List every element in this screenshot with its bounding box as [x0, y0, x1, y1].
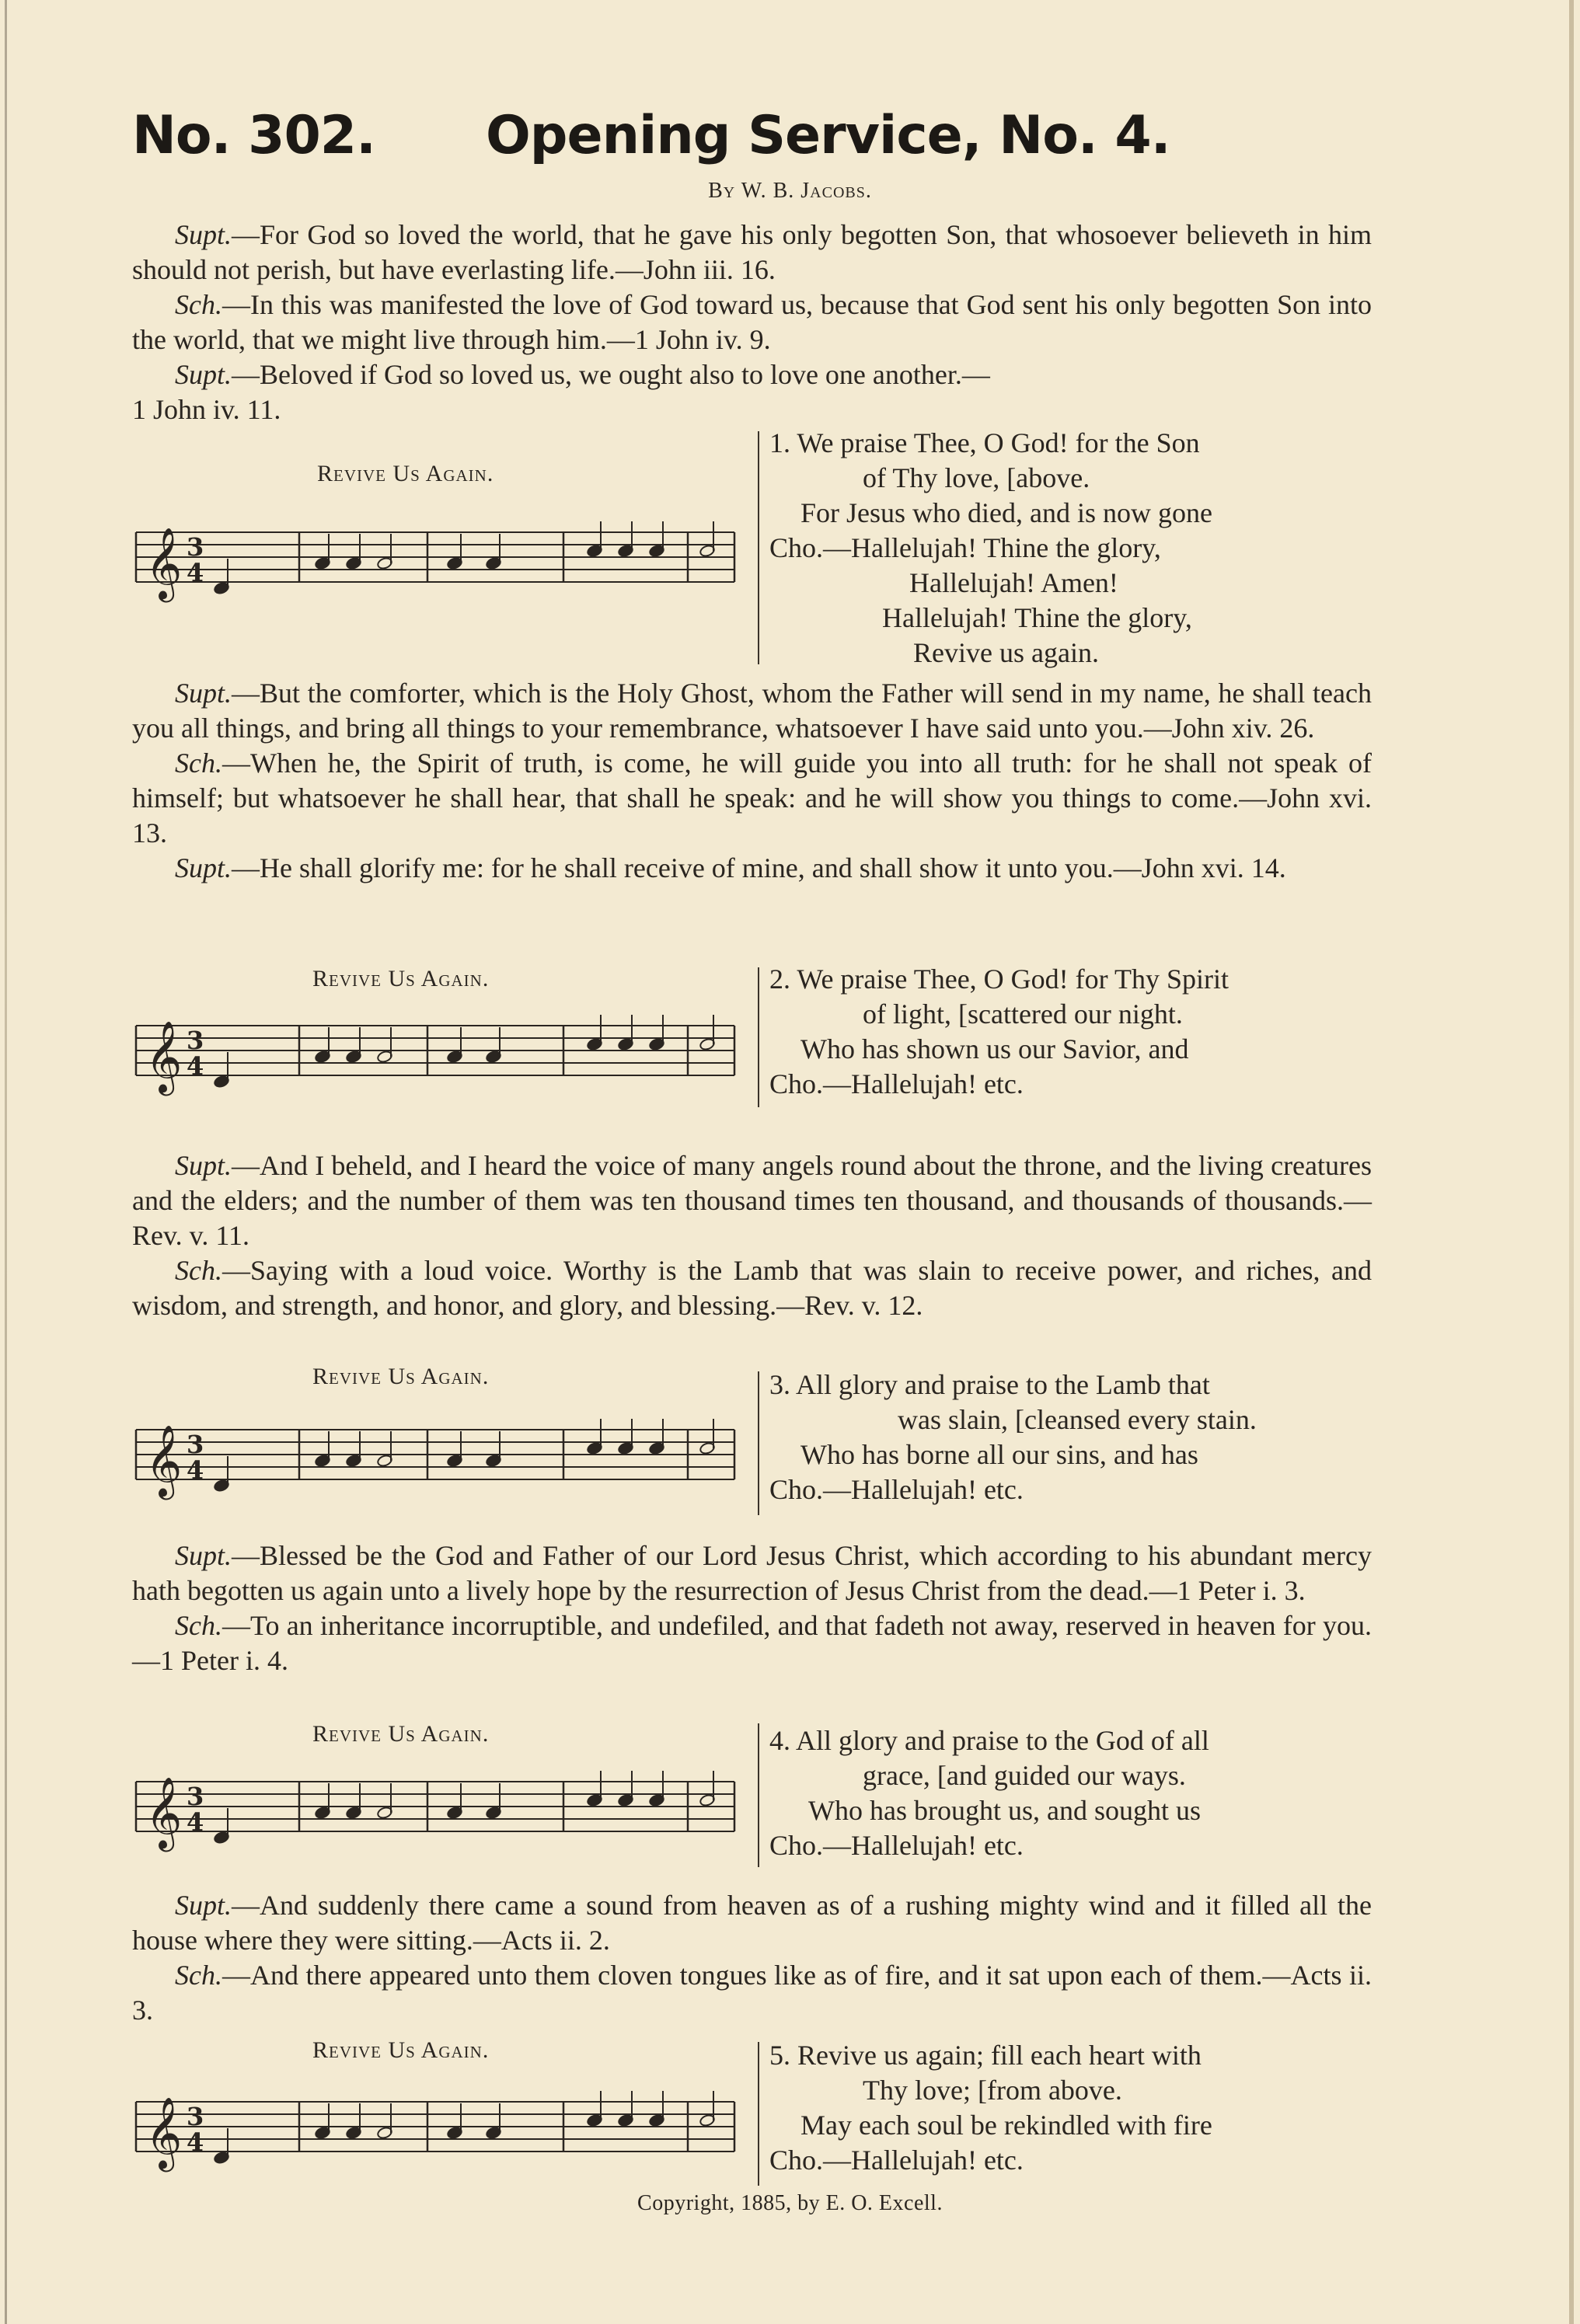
staff-notation: [128, 1762, 742, 1855]
speaker: Supt.: [175, 1890, 232, 1921]
reading-line: [132, 1958, 1372, 2028]
responsive-reading-5: [132, 1888, 1372, 2028]
page-edge-left: [5, 0, 7, 2324]
time-signature-bottom: 4: [187, 1455, 204, 1485]
time-signature-bottom: 4: [187, 558, 204, 587]
reading-line: [132, 746, 1372, 851]
music-staff: [128, 1410, 742, 1507]
reading-text: —But the comforter, which is the Holy Ghost, whom the Father will send in my name, he shall teach you all things, and bring all things to your remembrance, whatsoever I have said unto you.—John xiv. 26.: [132, 678, 1372, 744]
hymn-number: No. 302.: [132, 105, 375, 166]
time-signature-top: 3: [187, 2102, 204, 2131]
time-signature-top: 3: [187, 532, 204, 562]
verse-line: Cho.—Hallelujah! etc.: [769, 2145, 1024, 2176]
time-signature-top: 3: [187, 1026, 204, 1055]
reading-citation: 1 John iv. 11.: [132, 394, 281, 425]
speaker: Sch.: [175, 1255, 222, 1286]
column-divider: [758, 2042, 759, 2186]
speaker: Supt.: [175, 1150, 232, 1181]
verse-5: [769, 2038, 1376, 2178]
speaker: Supt.: [175, 678, 232, 709]
reading-text: —And there appeared unto them cloven tongues like as of fire, and it sat upon each of them.—Acts ii. 3.: [132, 1960, 1372, 2026]
treble-clef-icon: 𝄞: [145, 1424, 183, 1496]
treble-clef-icon: 𝄞: [145, 1776, 183, 1848]
music-staff: [128, 1006, 742, 1103]
reading-text: —And I beheld, and I heard the voice of many angels round about the throne, and the living creatures and the elders; and the number of them was ten thousand times ten thousand, and thousands of thousands.—Rev. v. 11.: [132, 1150, 1372, 1251]
reading-text: —Blessed be the God and Father of our Lord Jesus Christ, which according to his abundant mercy hath begotten us again unto a lively hope by the resurrection of Jesus Christ from the dead.—1 Peter i. 3.: [132, 1540, 1372, 1606]
speaker: Supt.: [175, 359, 232, 390]
time-signature-bottom: 4: [187, 1051, 204, 1081]
staff-notation: [128, 2082, 742, 2176]
verse-line: Cho.—Hallelujah! etc.: [769, 1068, 1024, 1099]
tune-name: Revive Us Again.: [312, 966, 490, 991]
verse-line: 3. All glory and praise to the Lamb that: [769, 1369, 1210, 1400]
reading-line: [132, 1148, 1372, 1253]
verse-line: Cho.—Hallelujah! Thine the glory,: [769, 532, 1161, 563]
verse-line: of light, [scattered our night.: [863, 998, 1183, 1030]
verse-line: Who has shown us our Savior, and: [800, 1033, 1189, 1064]
reading-line: [132, 676, 1372, 746]
copyright-footer: Copyright, 1885, by E. O. Excell.: [637, 2191, 943, 2215]
column-divider: [758, 1371, 759, 1515]
verse-line: Who has brought us, and sought us: [808, 1795, 1201, 1826]
speaker: Sch.: [175, 1960, 222, 1991]
verse-4: [769, 1723, 1376, 1863]
responsive-reading-3: [132, 1148, 1372, 1323]
music-staff: [128, 2082, 742, 2179]
reading-line: [132, 851, 1372, 886]
time-signature-bottom: 4: [187, 2127, 204, 2157]
page-title: [132, 105, 1170, 166]
verse-line: Who has borne all our sins, and has: [800, 1439, 1198, 1470]
verse-line: Cho.—Hallelujah! etc.: [769, 1830, 1024, 1861]
music-staff: [128, 1762, 742, 1859]
time-signature-bottom: 4: [187, 1807, 204, 1837]
responsive-reading-2: [132, 676, 1372, 886]
verse-line: Cho.—Hallelujah! etc.: [769, 1474, 1024, 1505]
reading-line: [132, 218, 1372, 287]
time-signature-top: 3: [187, 1430, 204, 1459]
staff-notation: [128, 1410, 742, 1503]
reading-line: [132, 1608, 1372, 1678]
verse-line: of Thy love, [above.: [863, 462, 1090, 493]
speaker: Sch.: [175, 747, 222, 779]
reading-line: [132, 287, 1372, 357]
verse-line: grace, [and guided our ways.: [863, 1760, 1186, 1791]
speaker: Supt.: [175, 1540, 232, 1571]
verse-line: 1. We praise Thee, O God! for the Son: [769, 427, 1200, 458]
verse-line: 4. All glory and praise to the God of all: [769, 1725, 1209, 1756]
reading-text: —Beloved if God so loved us, we ought also to love one another.—: [232, 359, 990, 390]
column-divider: [758, 431, 759, 664]
reading-text: —For God so loved the world, that he gave his only begotten Son, that whosoever believeth in him should not perish, but have everlasting life.—John iii. 16.: [132, 219, 1372, 285]
tune-name: Revive Us Again.: [312, 1721, 490, 1747]
column-divider: [758, 1723, 759, 1867]
treble-clef-icon: 𝄞: [145, 527, 183, 599]
reading-text: —In this was manifested the love of God toward us, because that God sent his only begotten Son into the world, that we might live through him.—1 John iv. 9.: [132, 289, 1372, 355]
hymn-title: Opening Service, No. 4.: [486, 105, 1170, 166]
reading-line: [132, 1888, 1372, 1958]
reading-text: —Saying with a loud voice. Worthy is the Lamb that was slain to receive power, and riches, and wisdom, and strength, and honor, and glory, and blessing.—Rev. v. 12.: [132, 1255, 1372, 1321]
verse-line: 5. Revive us again; fill each heart with: [769, 2040, 1202, 2071]
speaker: Supt.: [175, 852, 232, 883]
reading-text: —He shall glorify me: for he shall receive of mine, and shall show it unto you.—John xvi. 14.: [232, 852, 1286, 883]
responsive-reading-1: [132, 218, 1372, 427]
tune-name: Revive Us Again.: [312, 2037, 490, 2063]
column-divider: [758, 967, 759, 1107]
verse-line: Thy love; [from above.: [863, 2075, 1122, 2106]
reading-line: [132, 1253, 1372, 1323]
verse-line: Revive us again.: [913, 637, 1099, 668]
staff-notation: [128, 513, 742, 606]
verse-2: [769, 962, 1376, 1102]
verse-1: [769, 426, 1376, 671]
reading-line: [132, 1538, 1372, 1608]
verse-line: 2. We praise Thee, O God! for Thy Spirit: [769, 963, 1229, 995]
verse-3: [769, 1368, 1376, 1507]
reading-line: [132, 357, 1372, 392]
verse-line: was slain, [cleansed every stain.: [898, 1404, 1257, 1435]
verse-line: Hallelujah! Amen!: [909, 567, 1118, 598]
reading-text: —When he, the Spirit of truth, is come, he will guide you into all truth: for he shall not speak of himself; but whatsoever he shall hear, that shall he speak: and he will show you things to come.—John xvi. 13.: [132, 747, 1372, 848]
speaker: Sch.: [175, 289, 222, 320]
treble-clef-icon: 𝄞: [145, 1020, 183, 1092]
page-edge-right: [1569, 0, 1574, 2324]
staff-notation: [128, 1006, 742, 1099]
reading-text: —And suddenly there came a sound from heaven as of a rushing mighty wind and it filled all the house where they were sitting.—Acts ii. 2.: [132, 1890, 1372, 1956]
tune-name: Revive Us Again.: [312, 1364, 490, 1389]
music-staff: [128, 513, 742, 610]
responsive-reading-4: [132, 1538, 1372, 1678]
verse-line: For Jesus who died, and is now gone: [800, 497, 1212, 528]
treble-clef-icon: 𝄞: [145, 2096, 183, 2169]
verse-line: Hallelujah! Thine the glory,: [882, 602, 1192, 633]
byline: By W. B. Jacobs.: [708, 179, 872, 203]
speaker: Sch.: [175, 1610, 222, 1641]
reading-text: —To an inheritance incorruptible, and undefiled, and that fadeth not away, reserved in heaven for you.—1 Peter i. 4.: [132, 1610, 1372, 1676]
tune-name: Revive Us Again.: [317, 461, 494, 486]
time-signature-top: 3: [187, 1782, 204, 1811]
speaker: Supt.: [175, 219, 232, 250]
verse-line: May each soul be rekindled with fire: [800, 2110, 1212, 2141]
